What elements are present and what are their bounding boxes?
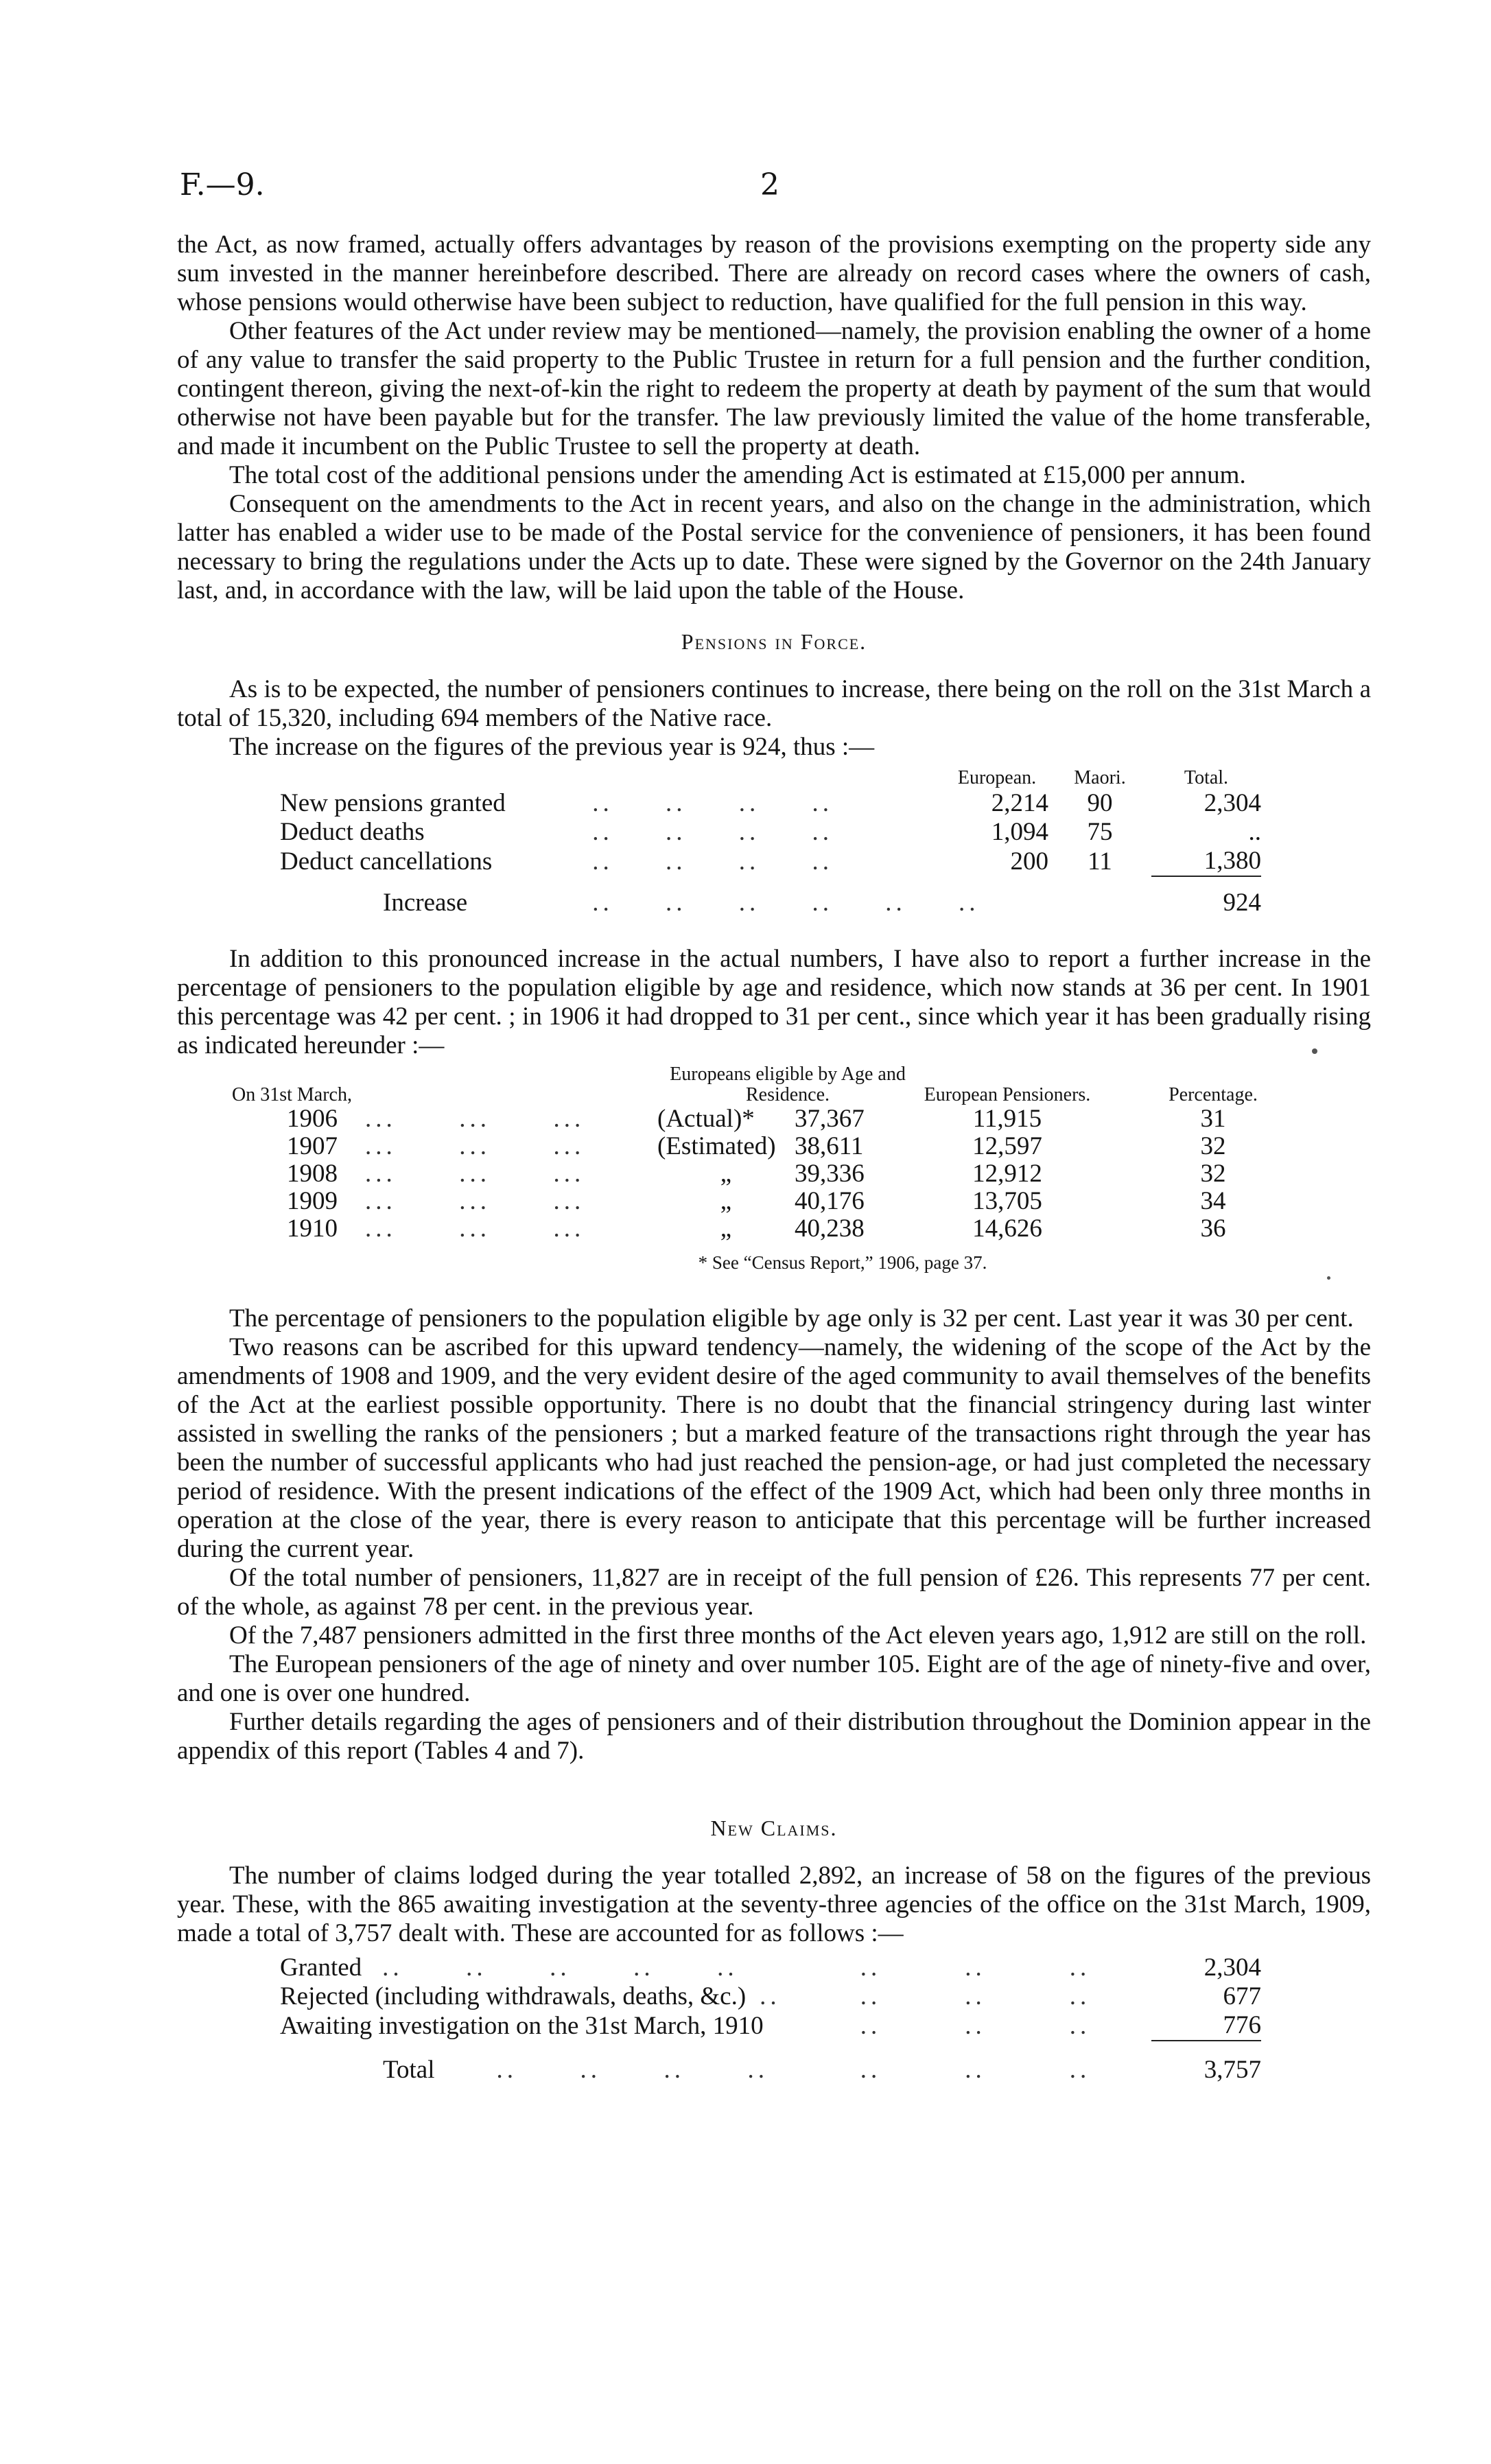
cell-eligible: 40,238 [795,1215,865,1243]
cell-percentage: 32 [1200,1132,1226,1160]
table-row [280,847,1261,876]
table-row [232,1160,1330,1188]
leader-dots: ... ... ... [365,1187,585,1215]
paragraph: As is to be expected, the number of pensioners continues to increase, there being on the roll on the 31st March a total of 15,320, including 694 members of the Native race. [177,675,1371,732]
cell-maori: 75 [1087,818,1113,846]
paragraph: The European pensioners of the age of ninety and over number 105. Eight are of the age of ninety-five and over, and one is over one hundred. [177,1650,1371,1707]
leader-dots: .. .. .. [829,1953,1091,1982]
cell-pensioners: 13,705 [972,1187,1042,1215]
percentage-table [232,1064,1330,1243]
cell-year: 1909 [287,1187,338,1215]
increase-total: 924 [1223,889,1261,917]
row-label: Deduct cancellations [280,847,493,876]
paragraph: The number of claims lodged during the year totalled 2,892, an increase of 58 on the figures of the previous year. These, with the 865 awaiting investigation at the seventy-three agencies of the office on the 31st March, 1909, made a total of 3,757 dealt with. These are accounted for as follows :— [177,1862,1371,1947]
total-label: Total [383,2056,435,2084]
cell-total: 2,304 [1204,789,1261,817]
cell-eligible: 40,176 [795,1187,865,1215]
table-row [232,1188,1330,1215]
cell-year: 1907 [287,1132,338,1160]
sum-rule [1151,2041,1261,2056]
margin-mark [1327,1276,1330,1280]
cell-maori: 11 [1088,847,1112,876]
leader-dots: .. .. .. .. [582,818,833,846]
cell-pensioners: 14,626 [972,1215,1042,1243]
leader-dots: .. .. .. .. [582,847,833,876]
cell-value: 2,304 [1204,1953,1261,1982]
document-reference: F.—9. [180,167,265,202]
leader-dots: ... ... ... [365,1132,585,1160]
row-label: Rejected (including withdrawals, deaths, &c.) [280,1982,747,2010]
row-label: Awaiting investigation on the 31st March, 1910 [280,2012,764,2040]
leader-dots: .. .. .. [829,1982,1091,2010]
cell-total: .. [1248,818,1261,846]
leader-dots: ... ... ... [365,1105,585,1133]
section-heading-new-claims [177,1814,1371,1842]
cell-note: „ [720,1187,732,1215]
section-heading-text: Pensions in Force. [681,629,867,654]
cell-year: 1908 [287,1160,338,1188]
sum-rule [1151,876,1261,889]
cell-eligible: 39,336 [795,1160,865,1188]
increase-table [280,767,1261,917]
claims-table [280,1953,1261,2085]
cell-total: 1,380 [1204,847,1261,875]
paragraph: Further details regarding the ages of pensioners and of their distribution throughout the Dominion appear in the appendix of this report (Tables 4 and 7). [177,1708,1371,1765]
col-header-pensioners: European Pensioners. [924,1084,1091,1105]
cell-year: 1906 [287,1105,338,1133]
leader-dots: .. .. .. .. .. [382,1953,738,1982]
cell-percentage: 34 [1200,1187,1226,1215]
paragraph: Two reasons can be ascribed for this upward tendency—namely, the widening of the scope of the Act by the amendments of 1908 and 1909, and the very evident desire of the aged community to avail themselves of the benefits of the Act at the earliest possible opportunity. There is no doubt that the financial stringency during last winter assisted in swelling the ranks of the pensioners ; but a marked feature of the transactions right through the year has been the number of successful applicants who had just reached the pension-age, or had just completed the necessary period of residence. With the present indications of the effect of the 1909 Act, which had been only three months in operation at the close of the year, there is every reason to anticipate that this percentage will be further increased during the current year. [177,1333,1371,1563]
leader-dots: ... ... ... [365,1160,585,1188]
cell-year: 1910 [287,1215,338,1243]
leader-dots: ... ... ... [365,1215,585,1243]
cell-note: (Estimated) [657,1132,776,1160]
row-label: Deduct deaths [280,818,425,846]
table-row [232,1133,1330,1160]
paragraph: Of the total number of pensioners, 11,827 are in receipt of the full pension of £26. This represents 77 per cent. of the whole, as against 78 per cent. in the previous year. [177,1564,1371,1621]
col-header-eligible: Europeans eligible by Age and Residence. [670,1064,906,1105]
increase-label: Increase [383,889,468,917]
paragraph: In addition to this pronounced increase in the actual numbers, I have also to report a further increase in the percentage of pensioners to the population eligible by age and residence, which now stands at 36 per cent. In 1901 this percentage was 42 per cent. ; in 1906 it had dropped to 31 per cent., since which year it has been gradually rising as indicated hereunder :— [177,945,1371,1059]
cell-percentage: 32 [1200,1160,1226,1188]
cell-eligible: 37,367 [795,1105,865,1133]
cell-note: „ [720,1160,732,1188]
leader-dots: .. .. .. .. [582,789,833,817]
cell-european: 200 [1010,847,1048,876]
cell-pensioners: 11,915 [972,1105,1042,1133]
cell-value: 677 [1223,1982,1261,2010]
cell-pensioners: 12,597 [972,1132,1042,1160]
col-header-date: On 31st March, [232,1084,352,1105]
paragraph: Of the 7,487 pensioners admitted in the first three months of the Act eleven years ago, 1,912 are still on the roll. [229,1621,1367,1650]
table-row [232,1105,1330,1133]
cell-eligible: 38,611 [795,1132,864,1160]
total-value: 3,757 [1204,2056,1261,2084]
leader-dots: .. [760,1982,781,2010]
paragraph: Consequent on the amendments to the Act in recent years, and also on the change in the administration, which latter has enabled a wider use to be made of the Postal service for the convenience of pensioners, it has been found necessary to bring the regulations under the Acts up to date. These were signed by the Governor on the 24th January last, and, in accordance with the law, will be laid upon the table of the House. [177,490,1371,605]
section-heading-text: New Claims. [710,1816,838,1840]
cell-note: (Actual)* [657,1105,755,1133]
col-header-european: European. [957,767,1037,788]
paragraph: The percentage of pensioners to the population eligible by age only is 32 per cent. Last year it was 30 per cent. [229,1304,1354,1333]
table-row [280,1982,1261,2011]
cell-value: 776 [1223,2011,1261,2039]
margin-mark [1312,1048,1317,1054]
section-heading-pensions-in-force [177,627,1371,656]
leader-dots: .. .. .. .. [496,2056,768,2084]
cell-percentage: 31 [1200,1105,1226,1133]
cell-note: „ [720,1215,732,1243]
table-row [280,1953,1261,1982]
leader-dots: .. .. .. .. .. .. [582,889,980,917]
total-row [280,2056,1261,2085]
paragraph: the Act, as now framed, actually offers advantages by reason of the provisions exempting on the property side any sum invested in the manner hereinbefore described. There are already on record cases where the owners of cash, whose pensions would otherwise have been subject to reduction, have qualified for the full pension in this way. [177,231,1371,316]
col-header-percentage: Percentage. [1169,1084,1258,1105]
table-row [280,818,1261,847]
cell-european: 1,094 [991,818,1048,846]
table-row [280,2011,1261,2041]
cell-european: 2,214 [991,789,1048,817]
leader-dots: .. .. .. [829,2012,1091,2040]
page-number: 2 [760,167,779,202]
cell-maori: 90 [1087,789,1113,817]
col-header-total: Total. [1184,767,1229,788]
table-row [280,789,1261,818]
table-row [232,1215,1330,1243]
document-body [177,231,1371,2089]
row-label: New pensions granted [280,789,506,817]
leader-dots: .. .. .. [829,2056,1091,2084]
paragraph: The increase on the figures of the previous year is 924, thus :— [229,733,875,761]
paragraph: The total cost of the additional pensions under the amending Act is estimated at £15,000 per annum. [229,461,1246,489]
row-label: Granted [280,1953,362,1982]
increase-row [280,889,1261,917]
paragraph: Other features of the Act under review may be mentioned—namely, the provision enabling the owner of a home of any value to transfer the said property to the Public Trustee in return for a full pension and the further condition, contingent thereon, giving the next-of-kin the right to redeem the property at death by payment of the sum that would otherwise not have been payable but for the transfer. The law previously limited the value of the home transferable, and made it incumbent on the Public Trustee to sell the property at death. [177,317,1371,460]
cell-pensioners: 12,912 [972,1160,1042,1188]
col-header-maori: Maori. [1074,767,1126,788]
table-footnote: * See “Census Report,” 1906, page 37. [698,1252,987,1273]
cell-percentage: 36 [1200,1215,1226,1243]
